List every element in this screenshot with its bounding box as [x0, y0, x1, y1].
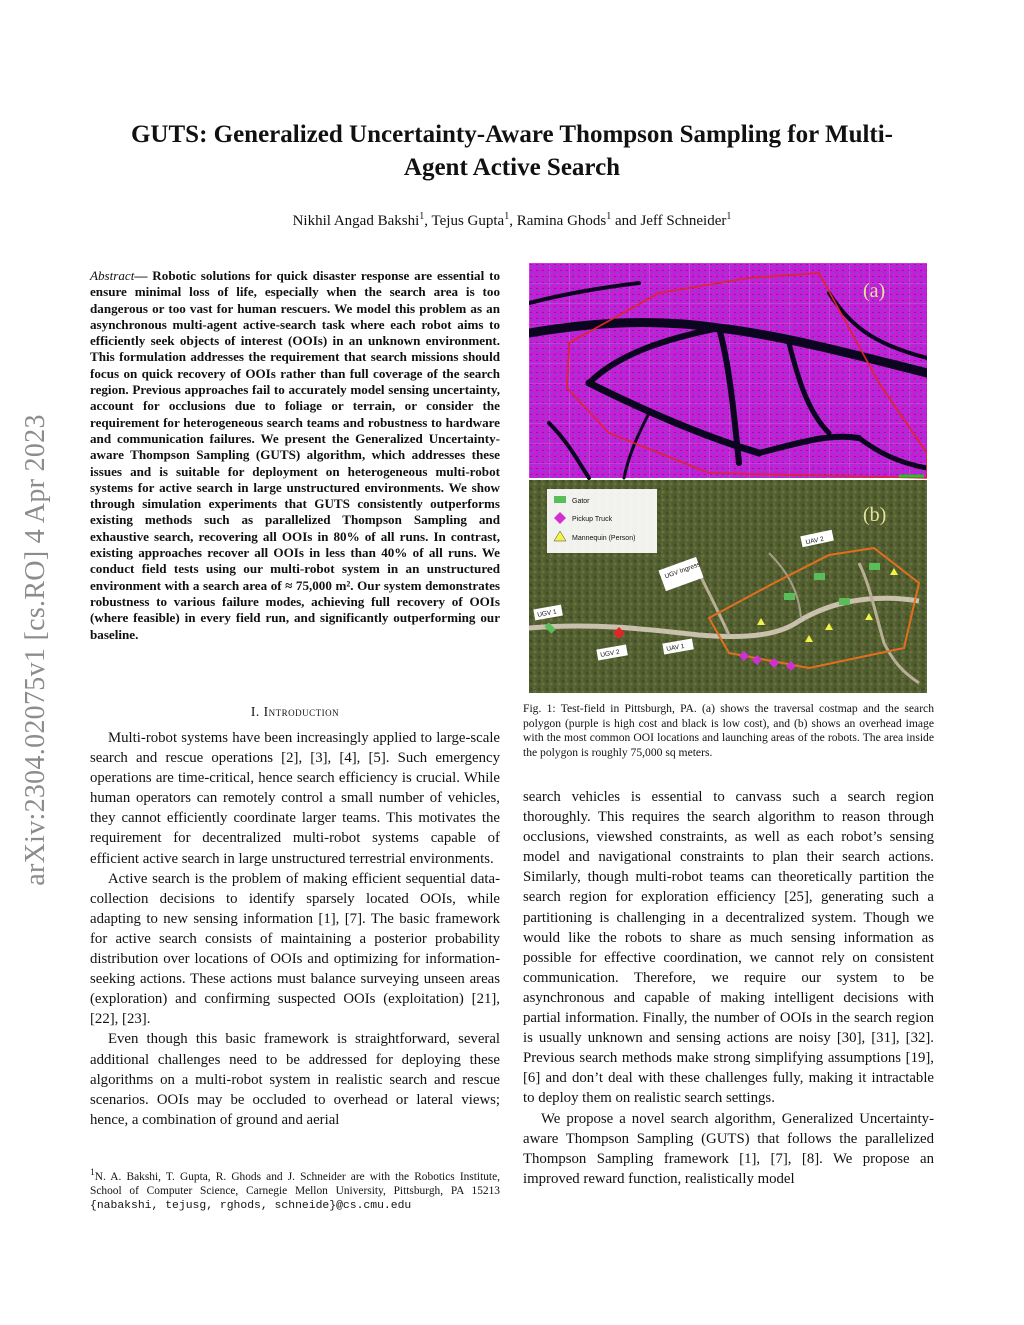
- paragraph: We propose a novel search algorithm, Generalized Uncertainty-aware Thompson Sampling (GUTS) that follows the parallelized Thompson Sampling framework [1], [7], [8]. We propose an improved reward function, realistically model: [523, 1110, 934, 1187]
- abstract-label: Abstract: [90, 268, 135, 283]
- caption-label: Fig. 1:: [523, 702, 556, 715]
- panel-b-label: (b): [863, 504, 887, 526]
- section-heading: I. Introduction: [250, 704, 340, 719]
- author: Ramina Ghods: [516, 213, 607, 229]
- arxiv-watermark: arXiv:2304.02075v1 [cs.RO] 4 Apr 2023: [20, 414, 51, 886]
- aerial-panel: [529, 480, 927, 693]
- panel-a-label: (a): [863, 280, 886, 302]
- paragraph: search vehicles is essential to canvass such a search region thoroughly. This requires the search algorithm to reason through occlusions, viewshed constraints, as well as each robot’s sensing model and navigational constraints to plan their search actions. Similarly, though multi-robot teams can theoretically partition the search region for exploration efficiency [25], generating such a partitioning is challenging in a decentralized system. Though we would like the robots to share as much sensing information as possible for effective coordination, we cannot rely on consistent communication. Therefore, we require our system to be asynchronous and capable of making intelligent decisions with partial information. Finally, the number of OOIs in the search region is usually unknown and sensing actions are noisy [30], [31], [32]. Previous search methods make strong simplifying assumptions [19], [6] and don’t deal with these challenges fully, making it intractable to deploy them on realistic search settings.: [523, 789, 934, 1107]
- paragraph: Even though this basic framework is straightforward, several additional challenges need to be addressed for deploying these algorithms on a multi-robot system in realistic search and rescue scenarios. OOIs may be occluded to overhead or lateral views; hence, a combination of ground and aerial: [90, 1031, 500, 1128]
- intro-right-column: [523, 787, 934, 1189]
- tag-uav1: UAV 1: [665, 642, 686, 654]
- paragraph: Active search is the problem of making efficient sequential data-collection decisions to identify sparsely located OOIs, while adapting to new sensing information [1], [7]. The basic framework for active search consists of maintaining a posterior probability distribution over locations of OOIs and optimizing for information-seeking actions. These actions must balance surveying unseen areas (exploration) and confirming suspected OOIs (exploitation) [21], [22], [23].: [90, 870, 500, 1028]
- tag-ugv2: UGV 2: [599, 648, 621, 660]
- author-list: Nikhil Angad Bakshi$^1$, Tejus Gupta$^1$, Ramina Ghods$^1$ and Jeff Schneider$^1$: [292, 211, 732, 229]
- legend-mannequin: Mannequin (Person): [572, 535, 636, 542]
- paragraph: Multi-robot systems have been increasingly applied to large-scale search and rescue operations [2], [3], [4], [5]. Such emergency operations are time-critical, hence search efficiency is crucial. While human operators can remotely control a small number of vehicles, they cannot efficiently coordinate larger teams. This motivates the requirement for decentralized multi-robot systems capable of efficient active search in large unstructured terrestrial environments.: [90, 730, 500, 867]
- abstract-text: — Robotic solutions for quick disaster response are essential to ensure minimal loss of life, especially when the search area is too dangerous or too vast for human rescuers. We model this problem as an asynchronous multi-agent active-search task where each robot aims to efficiently seek objects of interest (OOIs) in an unknown environment. This formulation addresses the requirement that search missions should focus on quick recovery of OOIs rather than full coverage of the search region. Previous approaches fail to accurately model sensing uncertainty, account for occlusions due to foliage or terrain, or consider the requirement for heterogeneous search teams and robustness to hardware and communication failures. We present the Generalized Uncertainty-aware Thompson Sampling (GUTS) algorithm, which addresses these issues and is suitable for deployment on heterogeneous multi-robot systems for active search in large unstructured environments. We show through simulation experiments that GUTS consistently outperforms existing methods such as parallelized Thompson Sampling and exhaustive search, recovering all OOIs in 80% of all runs. In contrast, existing approaches recover all OOIs in less than 40% of all runs. We conduct field tests using our multi-robot system in an unstructured environment with a search area of ≈ 75,000 m². Our system demonstrates robustness to various failure modes, achieving full recovery of OOIs (where feasible) in every field run, and significantly outperforming our baseline.: [90, 268, 500, 642]
- author: Jeff Schneider: [640, 213, 727, 229]
- costmap-panel: [529, 263, 927, 478]
- author: Tejus Gupta: [431, 213, 505, 229]
- legend-gator: Gator: [572, 498, 590, 505]
- figure-caption: Fig. 1: Test-field in Pittsburgh, PA. (a) shows the traversal costmap and the search polygon (purple is high cost and black is low cost), and (b) shows an overhead image with the most common OOI locations and launching areas of the robots. The area inside the polygon is roughly 75,000 sq meters.: [523, 702, 934, 759]
- legend-pickup-truck: Pickup Truck: [572, 516, 613, 523]
- tag-ugv-ingress: UGV Ingress: [663, 561, 702, 581]
- abstract: [90, 268, 500, 643]
- author: Nikhil Angad Bakshi: [292, 213, 420, 229]
- intro-left-column: [90, 728, 500, 1130]
- footnote: $^1$N. A. Bakshi, T. Gupta, R. Ghods and J. Schneider are with the Robotics Institute, School of Computer Science, Carnegie Mellon University, Pittsburgh, PA 15213 {nabakshi, tejusg, rghods, schneide}@cs.cmu.edu: [90, 1168, 500, 1212]
- tag-ugv1: UGV 1: [536, 608, 558, 619]
- paper-title: GUTS: Generalized Uncertainty-Aware Thompson Sampling for Multi-Agent Active Search: [130, 121, 894, 181]
- tag-uav2: UAV 2: [805, 535, 825, 547]
- figure-1: [529, 263, 927, 693]
